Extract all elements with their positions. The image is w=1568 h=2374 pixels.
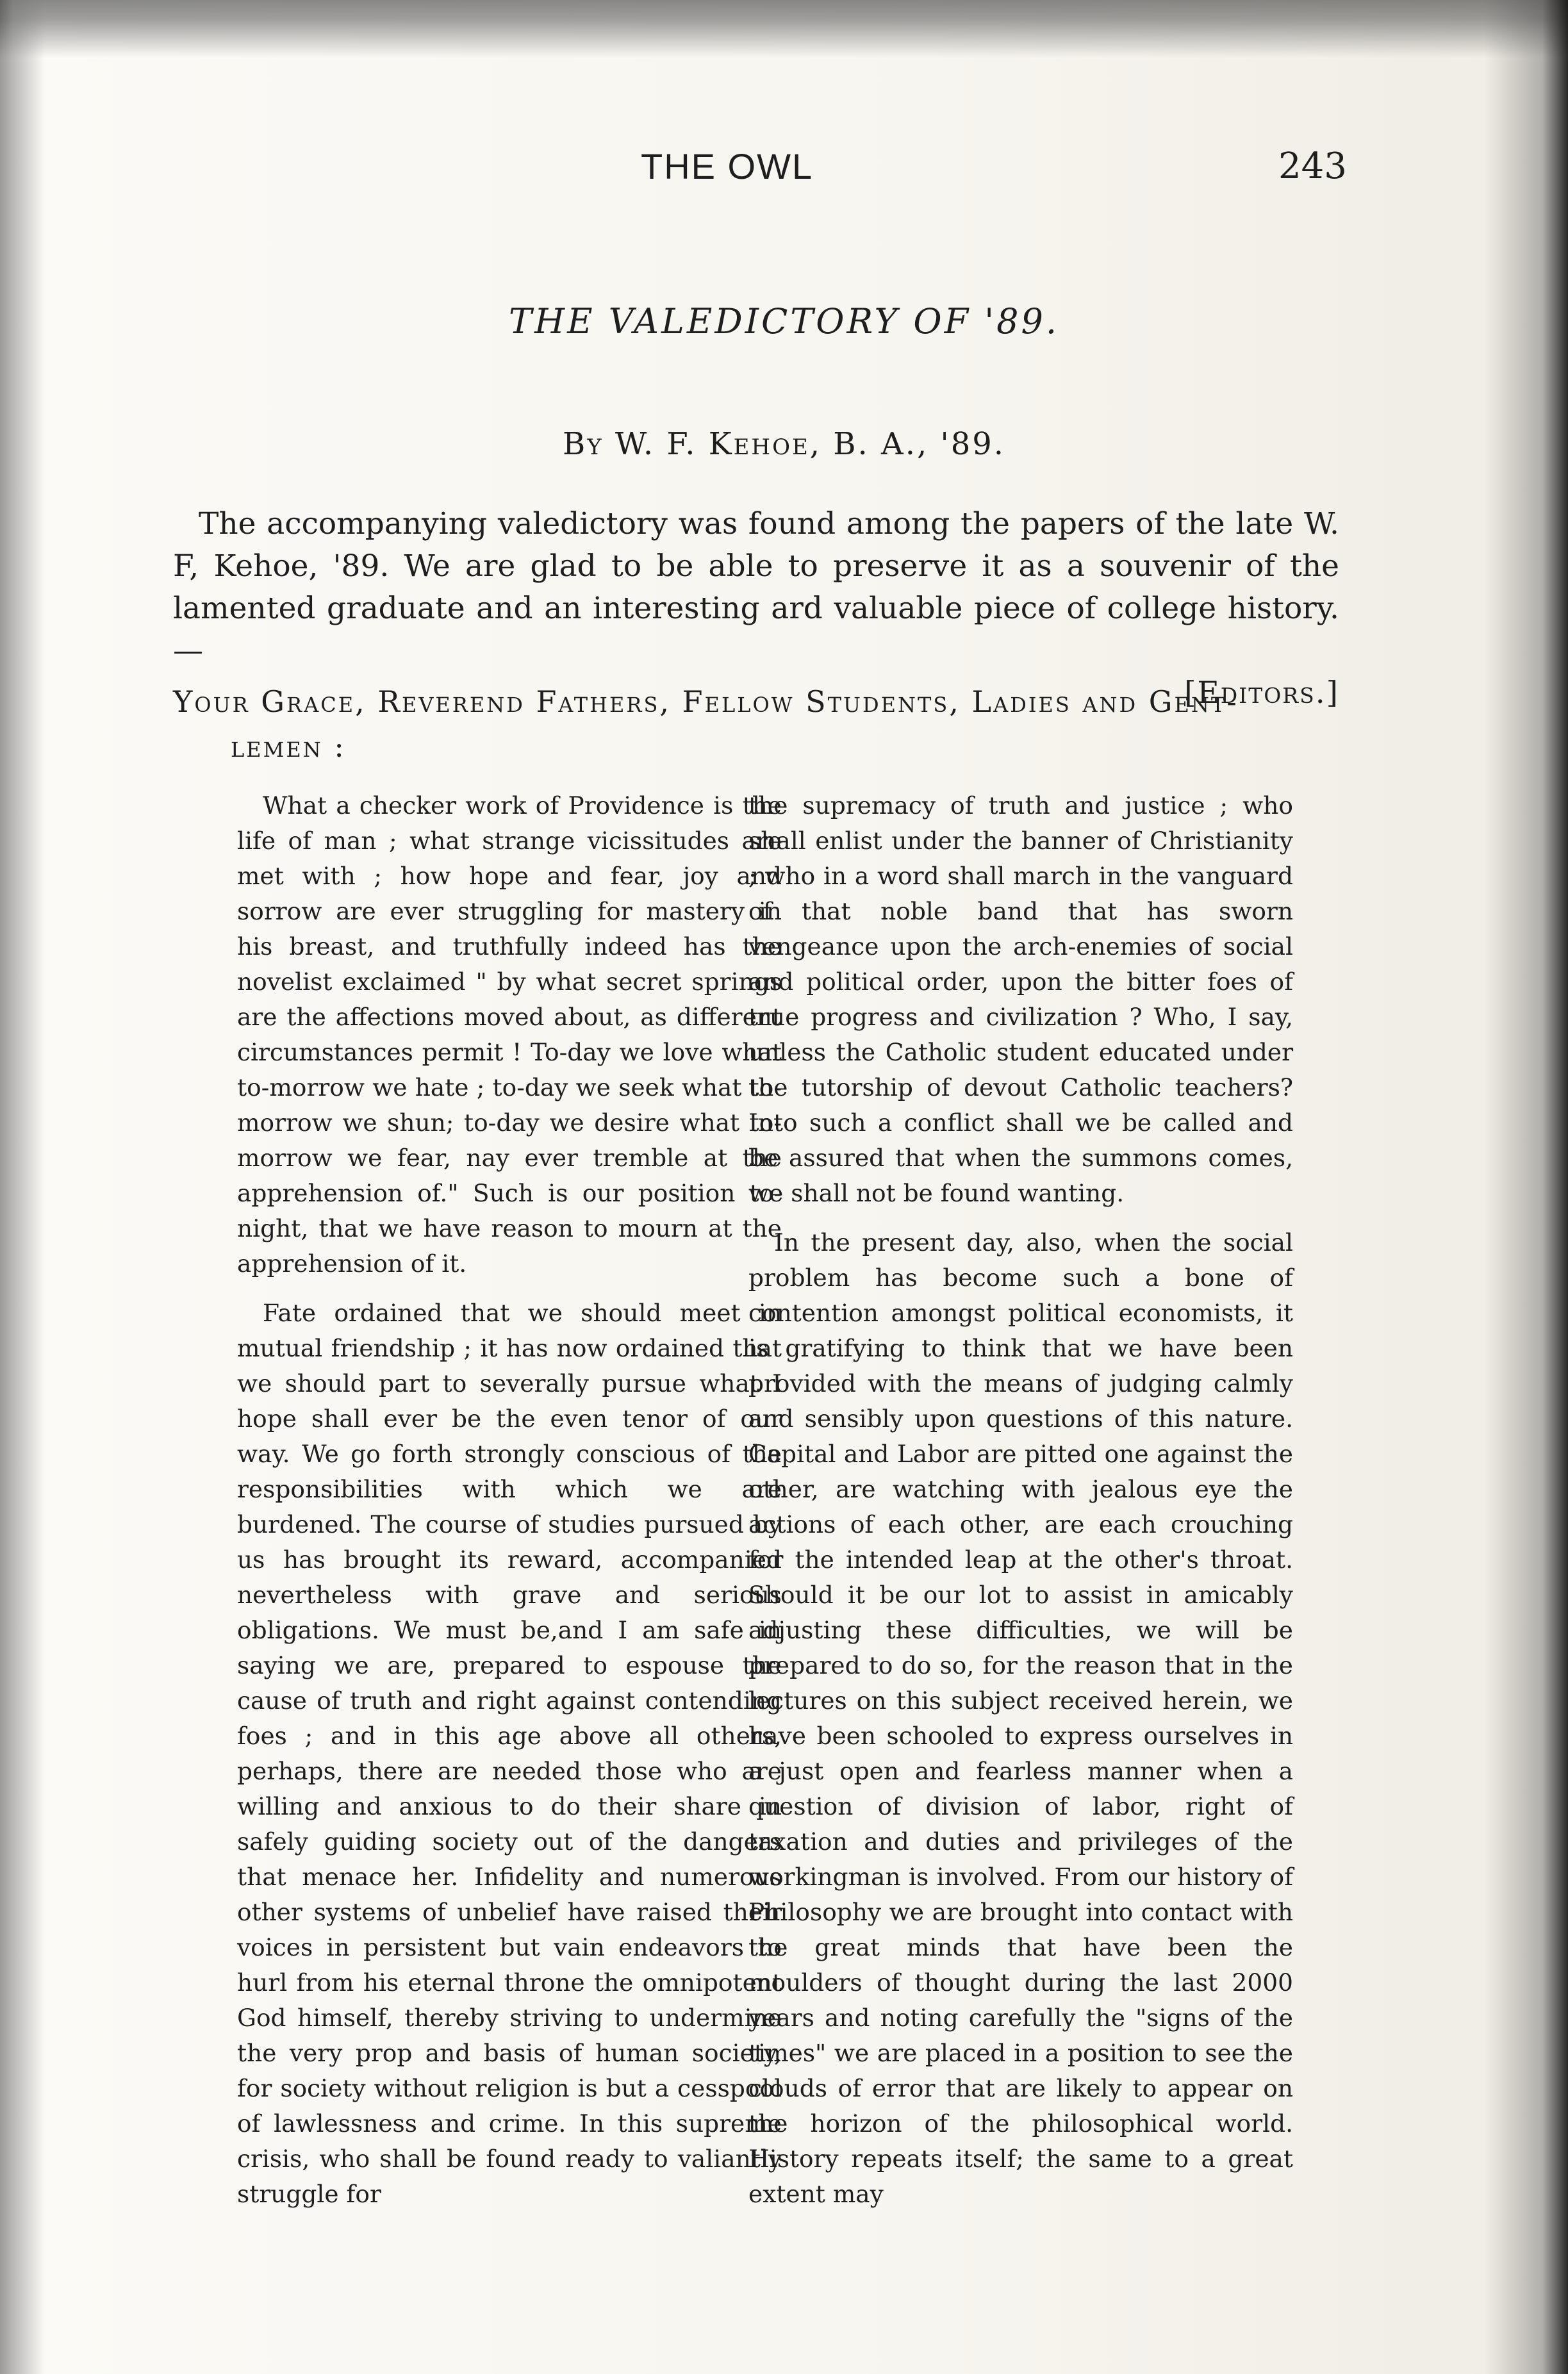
salutation-line-2: lemen :: [231, 729, 346, 764]
left-column: [237, 788, 782, 2226]
article-title: THE VALEDICTORY OF '89.: [509, 301, 1059, 342]
salutation: [173, 679, 1339, 769]
scan-edge-right: [1485, 0, 1568, 2374]
paragraph: Fate ordained that we should meet in mutual friendship ; it has now ordained that we should part to severally pursue what I hope shall ever be the even tenor of our way. We go forth strongly conscious of the responsibilities with which we are burdened. The course of studies pursued by us has brought its reward, accompanied nevertheless with grave and serious obligations. We must be,and I am safe in saying we are, prepared to espouse the cause of truth and right against contending foes ; and in this age above all others, perhaps, there are needed those who are willing and anxious to do their share in safely guiding society out of the dangers that menace her. Infidelity and numerous other systems of unbelief have raised their voices in persistent but vain endeavors to hurl from his eternal throne the omnipotent God himself, thereby striving to undermine the very prop and basis of human society, for society without religion is but a cesspool of lawlessness and crime. In this supreme crisis, who shall be found ready to valiantly struggle for: [237, 1299, 782, 2208]
paragraph: What a checker work of Providence is the life of man ; what strange vicissitudes are met with ; how hope and fear, joy and sorrow are ever struggling for mastery in his breast, and truthfully indeed has the novelist exclaimed " by what secret springs are the affections moved about, as different circumstances permit ! To-day we love what to-morrow we hate ; to-day we seek what to-morrow we shun; to-day we desire what to-morrow we fear, nay ever tremble at the apprehension of." Such is our position to-night, that we have reason to mourn at the apprehension of it.: [237, 791, 782, 1278]
right-column: [748, 788, 1293, 2226]
scan-shadow-left: [0, 0, 45, 2374]
salutation-line-1: Your Grace, Reverend Fathers, Fellow Students, Ladies and Gent-: [173, 684, 1239, 719]
journal-name: THE OWL: [641, 146, 814, 186]
paragraph: the supremacy of truth and justice ; who shall enlist under the banner of Christianity ; who in a word shall march in the vanguard of that noble band that has sworn vengeance upon the arch-enemies of social and political order, upon the bitter foes of true progress and civilization ? Who, I say, unless the Catholic student educated under the tutorship of devout Catholic teachers? Into such a conflict shall we be called and be assured that when the summons comes, we shall not be found wanting.: [748, 791, 1293, 1207]
byline: By W. F. Kehoe, B. A., '89.: [562, 426, 1006, 462]
scan-shadow-top: [0, 0, 1568, 58]
running-head: [0, 138, 1568, 195]
paragraph: In the present day, also, when the social problem has become such a bone of contention amongst political economists, it is gratifying to think that we have been provided with the means of judging calmly and sensibly upon questions of this nature. Capital and Labor are pitted one against the other, are watching with jealous eye the actions of each other, are each crouching for the intended leap at the other's throat. Should it be our lot to assist in amicably adjusting these difficulties, we will be prepared to do so, for the reason that in the lectures on this subject received herein, we have been schooled to express ourselves in a just open and fearless manner when a question of division of labor, right of taxation and duties and privileges of the workingman is involved. From our history of Philosophy we are brought into contact with the great minds that have been the moulders of thought during the last 2000 years and noting carefully the "signs of the times" we are placed in a position to see the clouds of error that are likely to appear on the horizon of the philosophical world. History repeats itself; the same to a great extent may: [748, 1228, 1293, 2208]
editors-credit: [Editors.]: [1184, 675, 1339, 711]
page-number: 243: [1278, 145, 1347, 187]
editors-note-text: The accompanying valedictory was found among the papers of the late W. F, Kehoe, '89. We are glad to be able to preserve it as a souvenir of the lamented graduate and an interesting ard valuable piece of college history.—: [173, 506, 1339, 668]
